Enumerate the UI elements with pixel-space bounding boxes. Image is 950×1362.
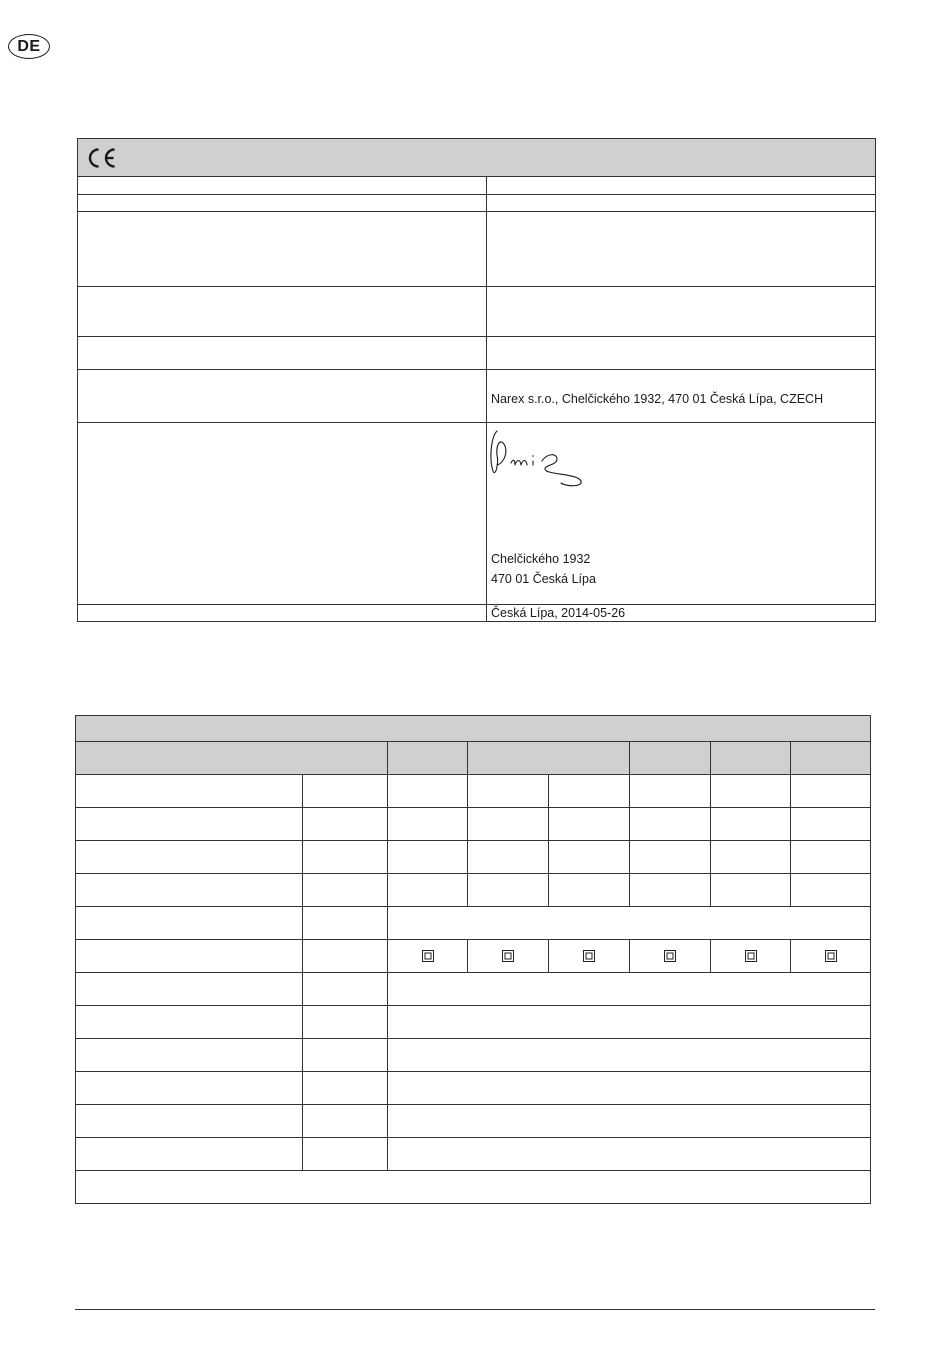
value-cell [711, 775, 791, 808]
value-cell [549, 874, 630, 907]
value-cell [791, 775, 871, 808]
value-cell [791, 841, 871, 874]
signature-street: Chelčického 1932 [491, 552, 591, 566]
param-label [76, 973, 303, 1006]
ce-mark-icon [86, 147, 118, 169]
place-date: Česká Lípa, 2014-05-26 [491, 606, 626, 620]
param-unit [303, 1072, 388, 1105]
decl-value-cell [487, 287, 876, 337]
decl-label-cell [78, 423, 487, 605]
param-label [76, 907, 303, 940]
value-cell [468, 841, 549, 874]
model-header [630, 742, 711, 775]
protection-class-ii-icon [583, 950, 595, 962]
decl-label-cell [78, 605, 487, 622]
protection-class-cell [468, 940, 549, 973]
value-span-cell [388, 973, 871, 1006]
value-cell [549, 841, 630, 874]
param-unit [303, 1105, 388, 1138]
value-cell [630, 808, 711, 841]
tech-title-cell [76, 716, 871, 742]
protection-class-ii-icon [502, 950, 514, 962]
decl-label-cell [78, 370, 487, 423]
decl-value-cell [487, 212, 876, 287]
ce-header-cell [78, 139, 876, 177]
decl-value-cell [487, 195, 876, 212]
param-unit [303, 907, 388, 940]
value-span-cell [388, 1105, 871, 1138]
value-cell [791, 874, 871, 907]
value-cell [468, 808, 549, 841]
decl-label-cell [78, 337, 487, 370]
value-cell [711, 841, 791, 874]
decl-value-cell [487, 177, 876, 195]
company-address: Narex s.r.o., Chelčického 1932, 470 01 Česká Lípa, CZECH [491, 392, 824, 406]
protection-class-cell [630, 940, 711, 973]
value-cell [549, 808, 630, 841]
value-span-cell [388, 1072, 871, 1105]
protection-class-ii-icon [745, 950, 757, 962]
param-unit [303, 874, 388, 907]
param-unit [303, 775, 388, 808]
protection-class-ii-icon [664, 950, 676, 962]
protection-class-cell [549, 940, 630, 973]
param-unit [303, 808, 388, 841]
param-unit [303, 1039, 388, 1072]
value-cell [791, 808, 871, 841]
decl-label-cell [78, 177, 487, 195]
language-badge [8, 34, 50, 59]
model-header [711, 742, 791, 775]
value-cell [630, 841, 711, 874]
model-header [388, 742, 468, 775]
protection-class-cell [791, 940, 871, 973]
language-code: DE [17, 37, 41, 55]
param-unit [303, 973, 388, 1006]
tech-footnote-cell [76, 1171, 871, 1204]
param-label [76, 874, 303, 907]
value-cell [388, 775, 468, 808]
value-cell [549, 775, 630, 808]
value-span-cell [388, 1138, 871, 1171]
decl-value-cell [487, 337, 876, 370]
protection-class-ii-icon [422, 950, 434, 962]
footer-divider [75, 1309, 875, 1310]
value-cell [388, 874, 468, 907]
protection-class-ii-icon [825, 950, 837, 962]
value-span-cell [388, 1039, 871, 1072]
signature-cell [487, 423, 876, 605]
param-label [76, 841, 303, 874]
value-cell [630, 874, 711, 907]
model-header [468, 742, 630, 775]
signature-city: 470 01 Česká Lípa [491, 572, 596, 586]
param-label [76, 940, 303, 973]
tech-header-label [76, 742, 388, 775]
param-label [76, 775, 303, 808]
param-label [76, 1039, 303, 1072]
value-cell [388, 841, 468, 874]
value-cell [630, 775, 711, 808]
decl-label-cell [78, 287, 487, 337]
value-cell [468, 874, 549, 907]
param-label [76, 808, 303, 841]
value-cell [711, 874, 791, 907]
decl-label-cell [78, 212, 487, 287]
value-cell [468, 775, 549, 808]
param-unit [303, 1138, 388, 1171]
param-unit [303, 841, 388, 874]
param-unit [303, 940, 388, 973]
technical-data-table [75, 715, 871, 1204]
model-header [791, 742, 871, 775]
place-date-cell [487, 605, 876, 622]
param-unit [303, 1006, 388, 1039]
protection-class-cell [388, 940, 468, 973]
declaration-of-conformity-table [77, 138, 876, 622]
value-cell [711, 808, 791, 841]
param-label [76, 1072, 303, 1105]
signature-image [487, 425, 587, 489]
param-label [76, 1006, 303, 1039]
value-span-cell [388, 907, 871, 940]
value-span-cell [388, 1006, 871, 1039]
decl-label-cell [78, 195, 487, 212]
param-label [76, 1138, 303, 1171]
company-address-cell [487, 370, 876, 423]
value-cell [388, 808, 468, 841]
param-label [76, 1105, 303, 1138]
protection-class-cell [711, 940, 791, 973]
